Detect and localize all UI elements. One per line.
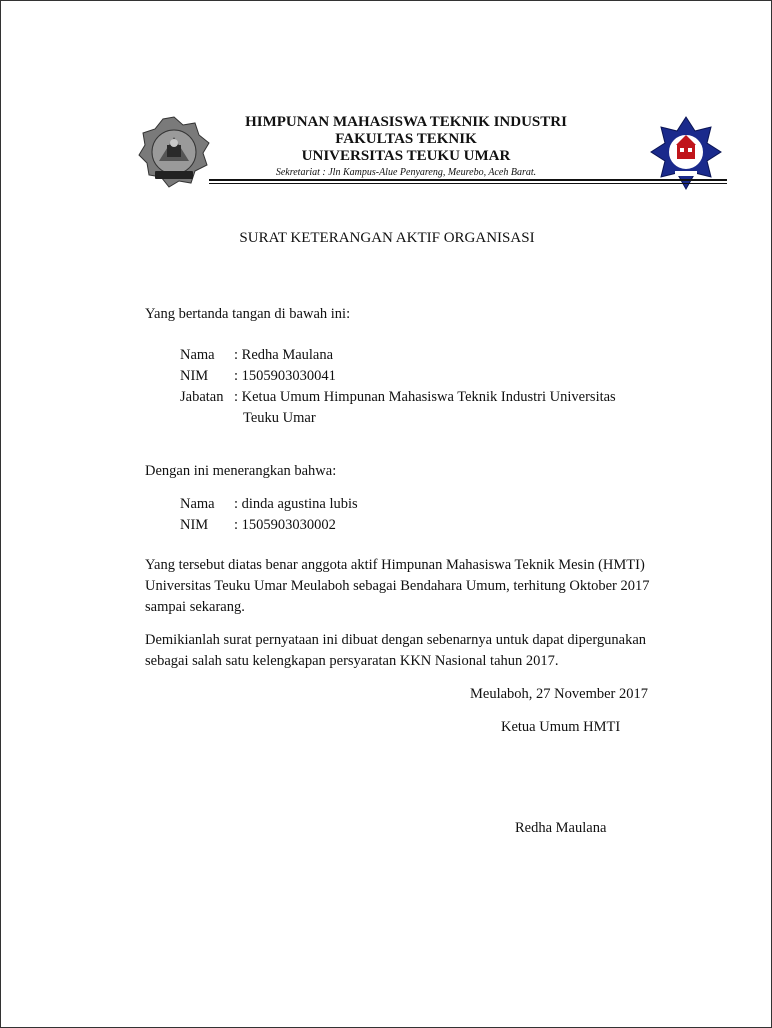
paragraph1-line2: Universitas Teuku Umar Meulaboh sebagai Bendahara Umum, terhitung Oktober 2017	[145, 578, 650, 594]
signer-position-value: : Ketua Umum Himpunan Mahasiswa Teknik Industri Universitas	[234, 389, 616, 405]
signer-name-row	[180, 345, 333, 366]
subject-nim-label: NIM	[180, 517, 209, 533]
header-rule-thick	[209, 179, 727, 181]
secretariat-address: Sekretariat : Jln Kampus-Alue Penyareng, Meurebo, Aceh Barat.	[275, 167, 537, 178]
subject-name-value: : dinda agustina lubis	[234, 496, 358, 512]
subject-nim-row	[180, 515, 336, 536]
paragraph2-line1: Demikianlah surat pernyataan ini dibuat dengan sebenarnya untuk dapat dipergunakan	[145, 632, 647, 648]
signature-role: Ketua Umum HMTI	[501, 719, 621, 735]
paragraph2-line2: sebagai salah satu kelengkapan persyaratan KKN Nasional tahun 2017.	[145, 653, 559, 669]
signer-position-label: Jabatan	[180, 389, 224, 405]
signer-position-row	[180, 387, 616, 408]
signer-position-value-cont: Teuku Umar	[243, 410, 316, 426]
signature-name: Redha Maulana	[515, 820, 607, 836]
signer-nim-value: : 1505903030041	[234, 368, 336, 384]
header-rule-thin	[209, 183, 727, 184]
university-seal-icon	[137, 115, 211, 189]
org-name-line: HIMPUNAN MAHASISWA TEKNIK INDUSTRI	[245, 114, 567, 130]
signer-name-value: : Redha Maulana	[234, 347, 334, 363]
signer-nim-row	[180, 366, 336, 387]
letter-title: SURAT KETERANGAN AKTIF ORGANISASI	[239, 230, 535, 246]
signer-name-label: Nama	[180, 347, 215, 363]
subject-name-label: Nama	[180, 496, 215, 512]
subject-nim-value: : 1505903030002	[234, 517, 336, 533]
signer-nim-label: NIM	[180, 368, 209, 384]
signature-place-date: Meulaboh, 27 November 2017	[470, 686, 648, 702]
paragraph1-line1: Yang tersebut diatas benar anggota aktif Himpunan Mahasiswa Teknik Mesin (HMTI)	[145, 557, 645, 573]
faculty-line: FAKULTAS TEKNIK	[335, 131, 477, 147]
university-line: UNIVERSITAS TEUKU UMAR	[301, 148, 511, 164]
paragraph1-line3: sampai sekarang.	[145, 599, 245, 615]
declare-intro: Dengan ini menerangkan bahwa:	[145, 463, 337, 479]
subject-name-row	[180, 494, 358, 515]
intro-text: Yang bertanda tangan di bawah ini:	[145, 306, 351, 322]
